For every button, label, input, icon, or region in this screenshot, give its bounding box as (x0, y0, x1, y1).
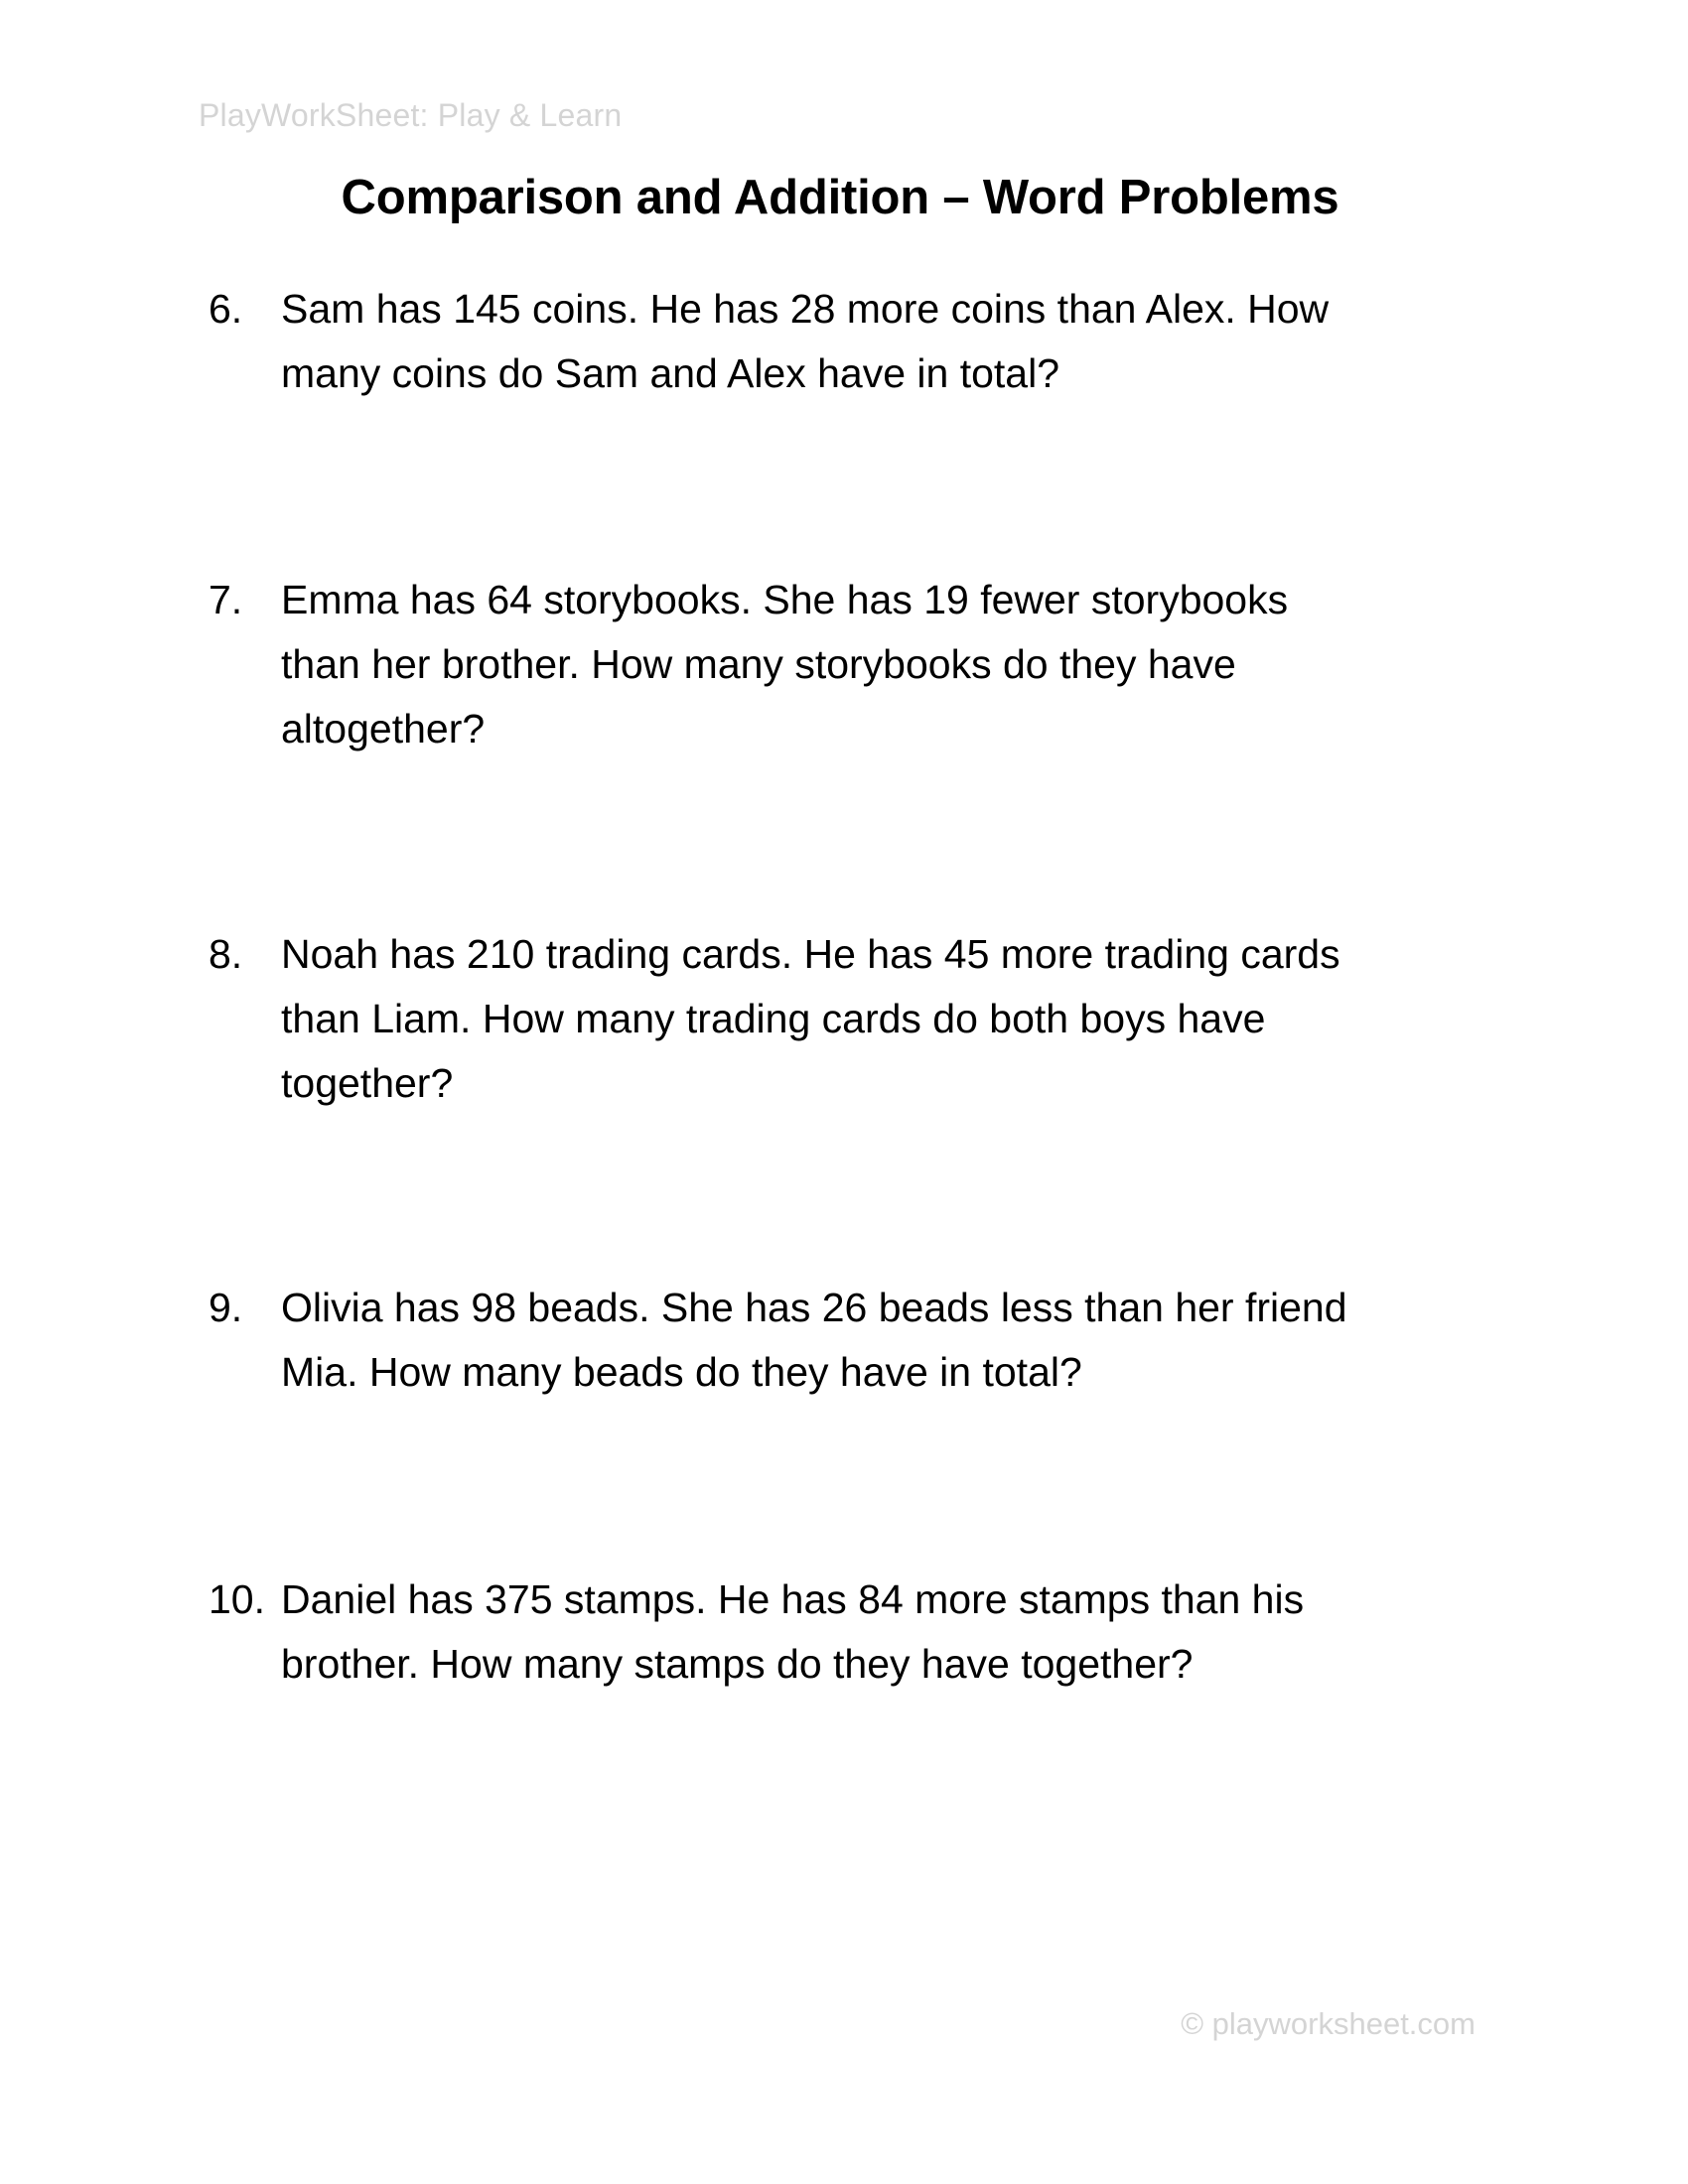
problem-line: than her brother. How many storybooks do they have (281, 641, 1236, 687)
problem-line: than Liam. How many trading cards do both boys have (281, 996, 1266, 1041)
problem-line: Sam has 145 coins. He has 28 more coins than Alex. How (281, 286, 1330, 332)
problem-text (281, 568, 1453, 761)
brand-header: PlayWorkSheet: Play & Learn (199, 97, 623, 133)
problem-text (281, 1568, 1453, 1697)
problem-line: together? (281, 1060, 454, 1106)
problem-line: Noah has 210 trading cards. He has 45 more trading cards (281, 931, 1340, 977)
problem-line: many coins do Sam and Alex have in total? (281, 350, 1060, 396)
problem-text (281, 1276, 1453, 1405)
worksheet-title: Comparison and Addition – Word Problems (341, 171, 1339, 224)
problem-number: 9. (209, 1285, 243, 1330)
problem-number: 6. (209, 286, 243, 332)
problem-line: Mia. How many beads do they have in total? (281, 1349, 1082, 1395)
copyright-footer: © playworksheet.com (1181, 2006, 1476, 2041)
problem-text (281, 922, 1453, 1116)
problem-text (281, 277, 1453, 406)
problem-number: 7. (209, 577, 243, 622)
problem-line: Emma has 64 storybooks. She has 19 fewer storybooks (281, 577, 1289, 622)
problem-7 (209, 568, 1499, 761)
problem-8 (209, 922, 1499, 1116)
problem-line: Daniel has 375 stamps. He has 84 more stamps than his (281, 1576, 1305, 1622)
problem-line: brother. How many stamps do they have together? (281, 1641, 1194, 1687)
problem-line: Olivia has 98 beads. She has 26 beads less than her friend (281, 1285, 1347, 1330)
problem-10 (209, 1568, 1499, 1697)
problem-6 (209, 277, 1499, 406)
problem-9 (209, 1276, 1499, 1405)
problem-number: 8. (209, 931, 243, 977)
problem-number: 10. (209, 1576, 265, 1622)
problem-line: altogether? (281, 706, 486, 751)
